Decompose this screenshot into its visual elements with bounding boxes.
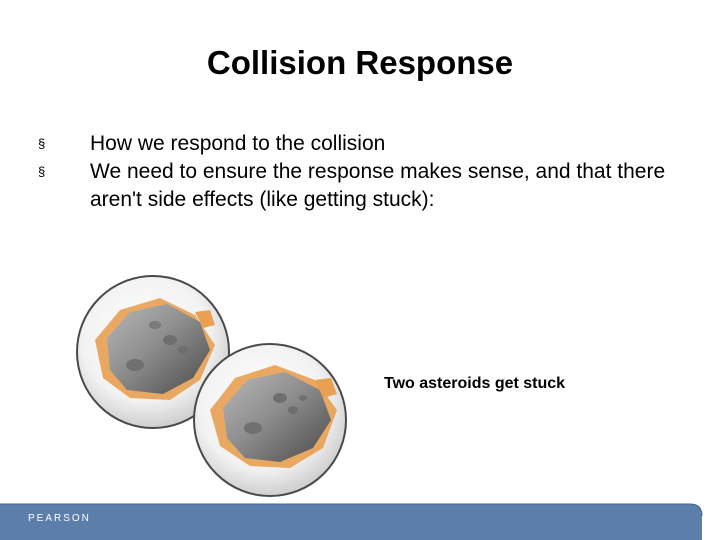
bullet-item	[38, 158, 678, 214]
bullet-marker: §	[38, 164, 46, 179]
bullet-text: How we respond to the collision	[90, 132, 386, 155]
stuck-asteroids-illustration	[75, 270, 385, 500]
footer-bar	[0, 498, 720, 540]
bullet-text: We need to ensure the response makes sense, and that there aren't side effects (like getting stuck):	[90, 160, 666, 211]
slide-title: Collision Response	[206, 44, 514, 81]
bullet-item	[38, 130, 678, 158]
bullet-marker: §	[38, 136, 46, 151]
asteroid-bubble	[194, 344, 346, 496]
illustration-caption: Two asteroids get stuck	[384, 375, 566, 392]
pearson-logo: PEARSON	[28, 513, 91, 524]
bullet-list	[38, 130, 678, 214]
